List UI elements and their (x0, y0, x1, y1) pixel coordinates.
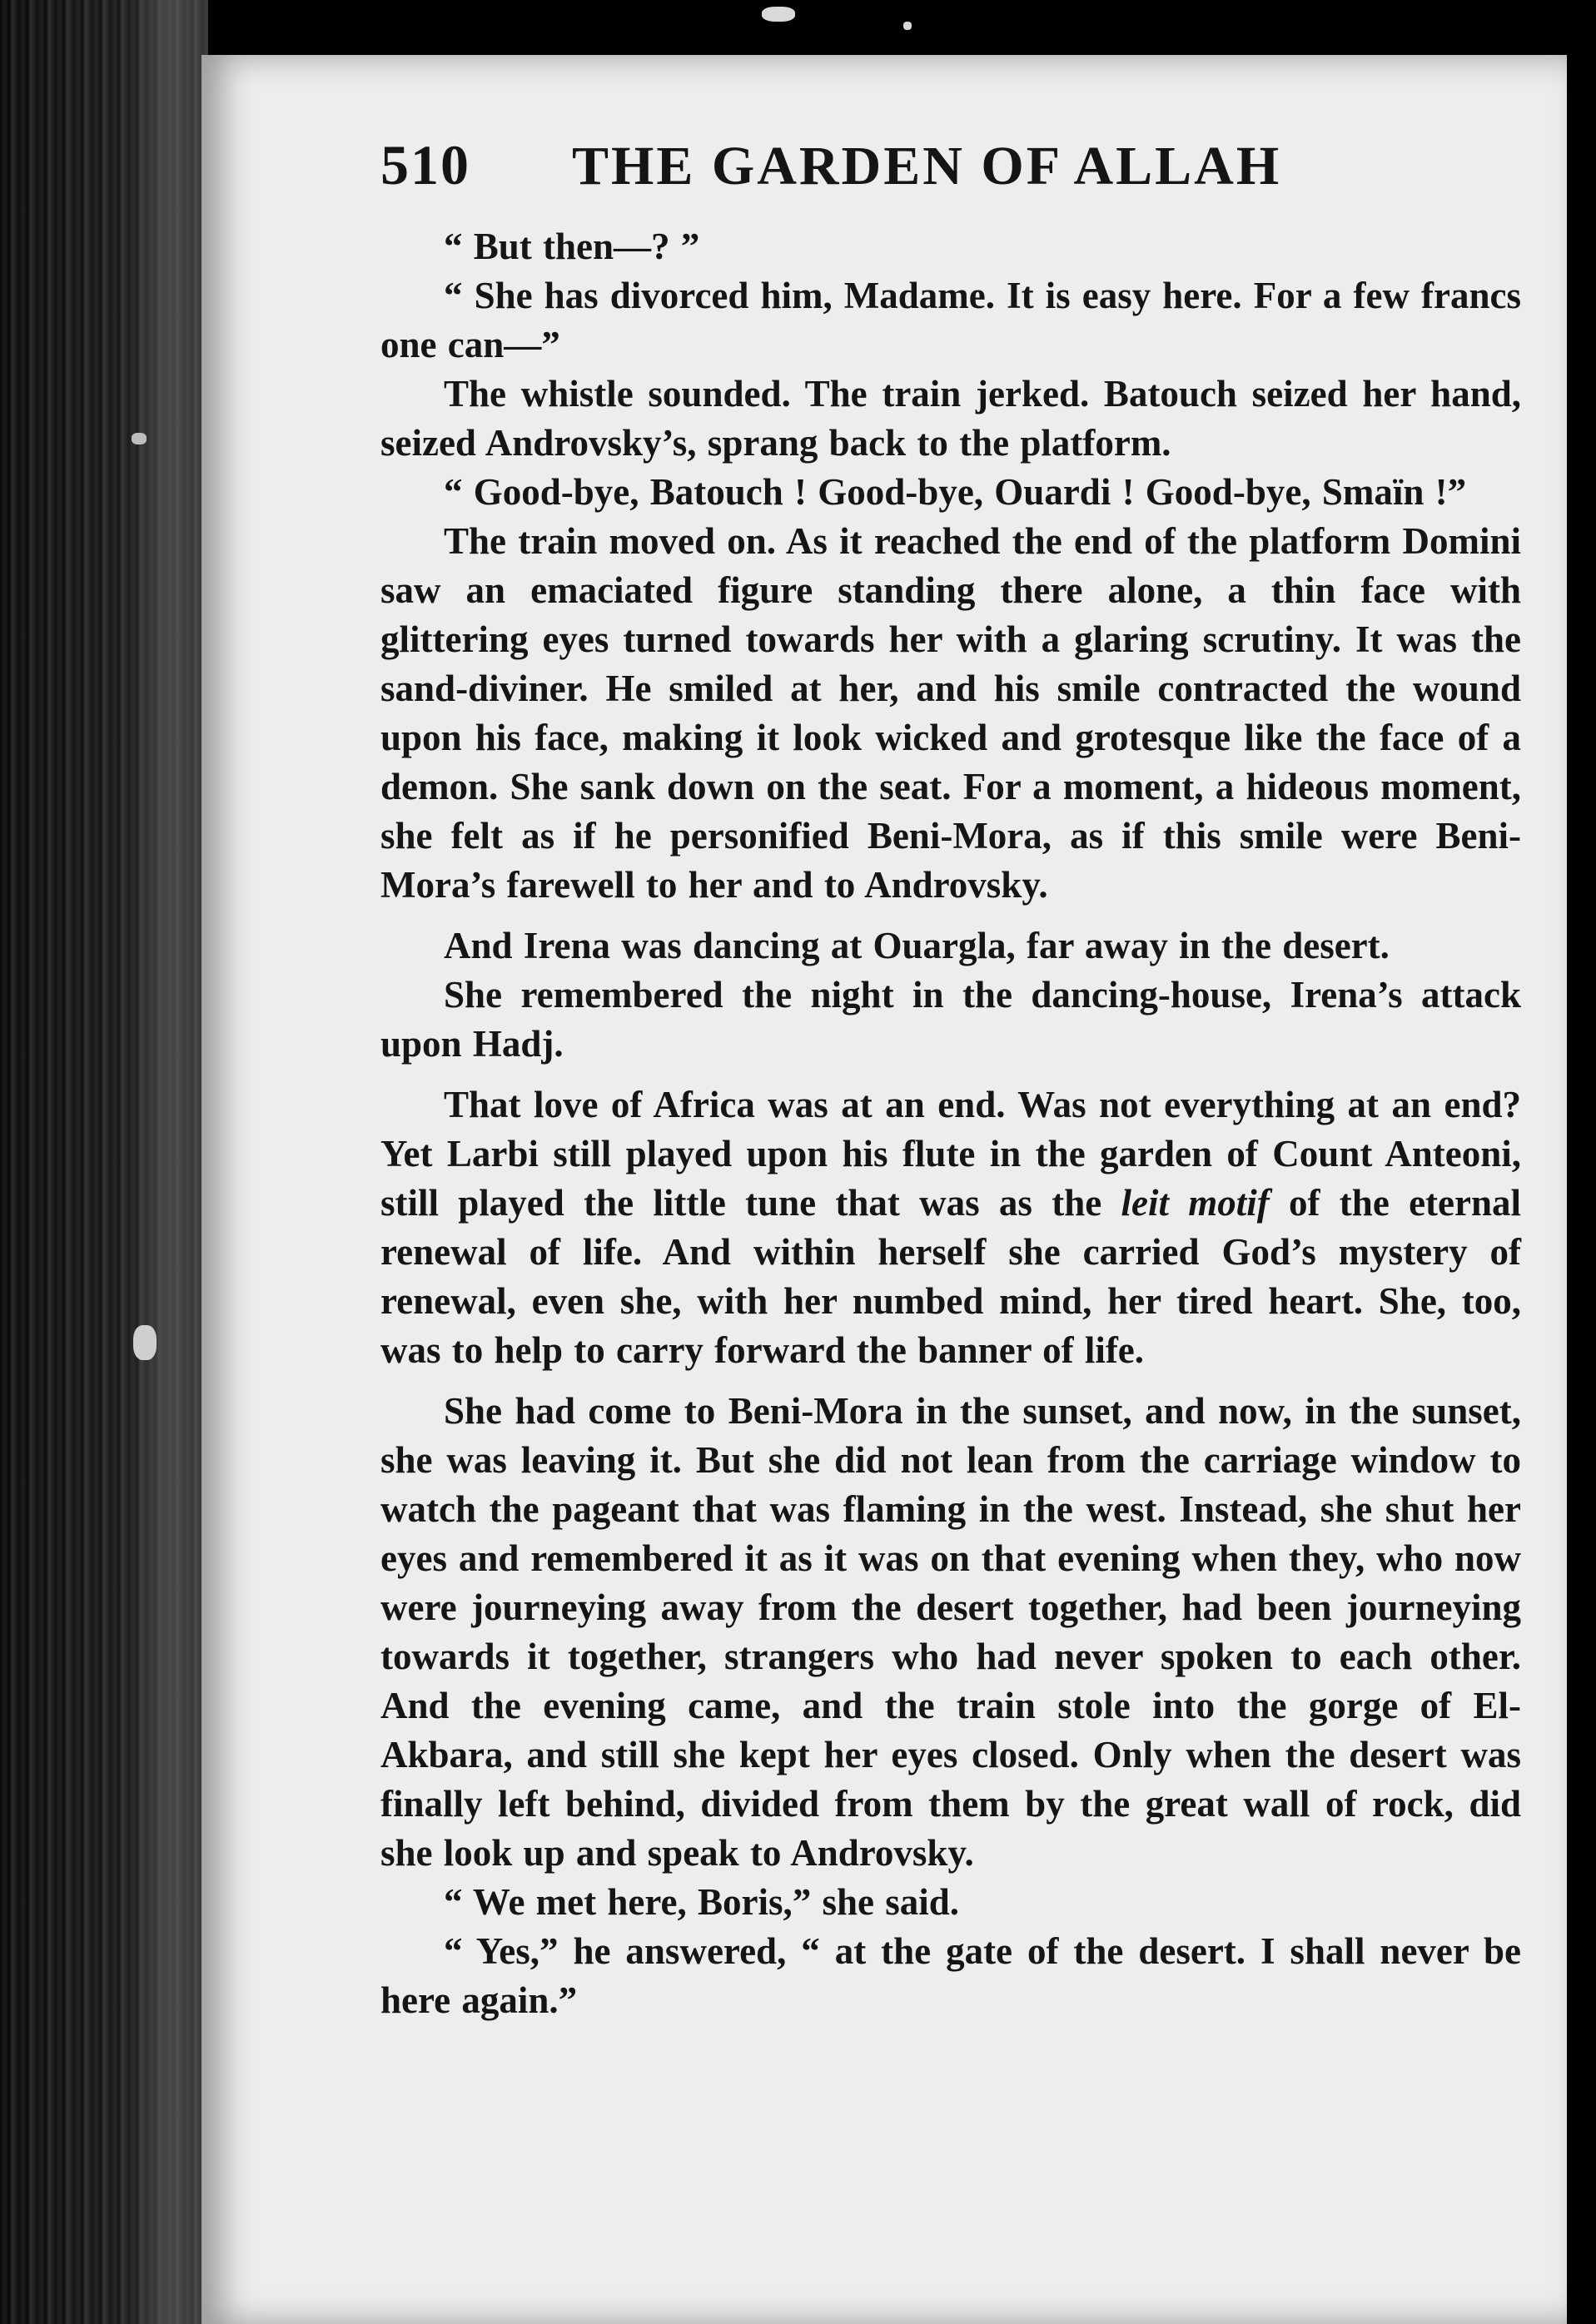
paragraph-8-after: of the eternal renewal of life. And within herself she carried God’s mystery of renewal, even she, with her numbed mind, her tired heart. She, too, was to help to carry forward the banner of life. (380, 1182, 1522, 1371)
scan-speck-binding (132, 433, 147, 444)
paragraph-2: “ She has divorced him, Madame. It is easy here. For a few francs one can—” (380, 275, 1521, 365)
binding-edge-shadow (133, 0, 208, 2324)
running-title: THE GARDEN OF ALLAH (572, 136, 1282, 196)
paragraph-3: The whistle sounded. The train jerked. Batouch seized her hand, seized Androvsky’s, sprang back to the platform. (380, 373, 1521, 464)
running-head (380, 132, 1521, 207)
page-text-block (380, 132, 1521, 2025)
paragraph-8-before: That love of Africa was at an end. Was not everything at an end? Yet Larbi still played upon his flute in the garden of Count Anteoni, still played the little tune that was as the (380, 1084, 1521, 1224)
paragraph-5: The train moved on. As it reached the end of the platform Domini saw an emaciated figure standing there alone, a thin face with glittering eyes turned towards her with a glaring scrutiny. It was the sand-diviner. He smiled at her, and his smile contracted the wound upon his face, making it look wicked and grotesque like the face of a demon. She sank down on the seat. For a moment, a hideous moment, she felt as if he personified Beni-Mora, as if this smile were Beni-Mora’s farewell to her and to Androvsky. (380, 520, 1521, 906)
paragraph-1: “ But then—? ” (444, 226, 700, 267)
paragraph-8 (380, 1080, 1521, 1375)
paragraph-9: She had come to Beni-Mora in the sunset, and now, in the sunset, she was leaving it. But she did not lean from the carriage window to watch the pageant that was flaming in the west. Instead, she shut her eyes and remembered it as it was on that evening when they, who now were journeying away from the desert together, had been journeying towards it together, strangers who had never spoken to each other. And the evening came, and the train stole into the gorge of El-Akbara, and still she kept her eyes closed. Only when the desert was finally left behind, divided from them by the great wall of rock, did she look up and speak to Androvsky. (380, 1390, 1521, 1874)
scan-speck-top (762, 7, 795, 22)
page-number: 510 (380, 133, 470, 196)
paragraph-8-italic: leit motif (1121, 1182, 1270, 1224)
scan-speck-binding-2 (133, 1325, 157, 1360)
paragraph-6: And Irena was dancing at Ouargla, far away in the desert. (444, 925, 1390, 966)
paragraph-4: “ Good-bye, Batouch ! Good-bye, Ouardi ! Good-bye, Smaïn !” (444, 471, 1467, 513)
paragraph-11: “ Yes,” he answered, “ at the gate of the desert. I shall never be here again.” (380, 1930, 1521, 2021)
scanned-page (201, 55, 1567, 2324)
scan-speck-top-small (903, 22, 912, 30)
paragraph-10: “ We met here, Boris,” she said. (444, 1881, 960, 1923)
paragraph-7: She remembered the night in the dancing-house, Irena’s attack upon Hadj. (380, 974, 1521, 1065)
